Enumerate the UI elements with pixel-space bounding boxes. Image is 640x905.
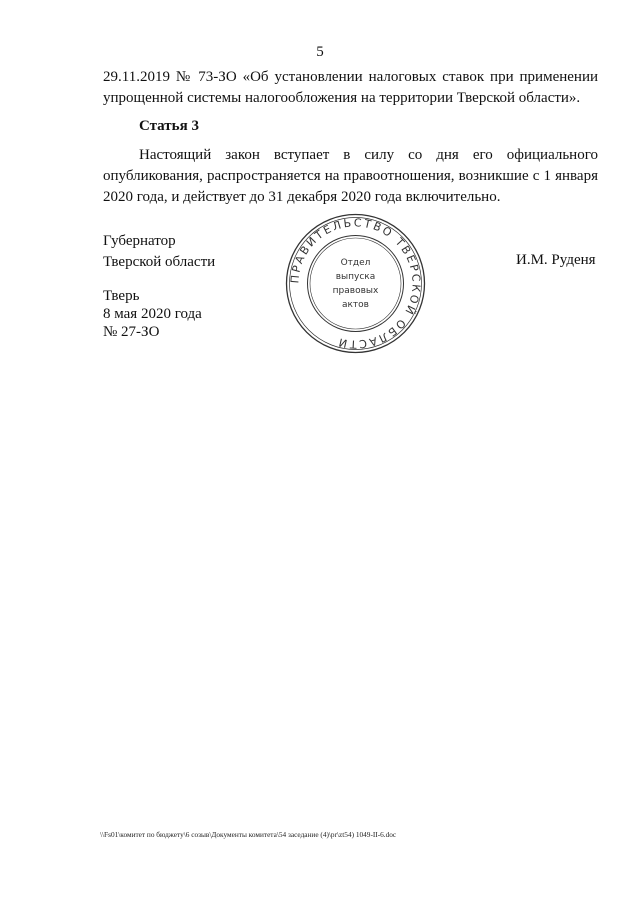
city: Тверь [103, 288, 140, 304]
signer-name: И.М. Руденя [516, 252, 596, 268]
intro-line-2: упрощенной системы налогообложения на территории Тверской области». [103, 90, 581, 106]
official-seal-graphic [283, 211, 428, 356]
footer-file-path: \\Fs01\комитет по бюджету\6 созыв\Документы комитета\54 заседание (4)\pr\zt54) 1049-II-6.doc [100, 830, 397, 839]
place-date-block [103, 287, 202, 341]
seal-center-line-2: выпуска [335, 272, 376, 282]
page-number: 5 [316, 44, 324, 60]
law-number: № 27-ЗО [103, 324, 160, 340]
article-paragraph [103, 145, 598, 208]
intro-line-1: 29.11.2019 № 73-ЗО «Об установлении налоговых ставок при применении [103, 69, 598, 85]
seal-center-line-1: Отдел [340, 258, 371, 268]
article-line-3: 2020 года, и действует до 31 декабря 2020 года включительно. [103, 189, 501, 205]
svg-text:ПРАВИТЕЛЬСТВО ТВЕРСКОЙ ОБЛАСТИ [288, 216, 422, 350]
governor-title [103, 231, 215, 273]
article-heading: Статья 3 [139, 118, 199, 134]
seal-center-line-4: актов [341, 300, 370, 310]
law-date: 8 мая 2020 года [103, 306, 202, 322]
seal-center-line-3: правовых [332, 286, 379, 296]
governor-title-line-1: Губернатор [103, 233, 176, 249]
seal-ring-text: ПРАВИТЕЛЬСТВО ТВЕРСКОЙ ОБЛАСТИ [288, 216, 423, 351]
official-seal [283, 211, 428, 356]
article-line-1: Настоящий закон вступает в силу со дня его официального [139, 147, 598, 163]
governor-title-line-2: Тверской области [103, 254, 216, 270]
article-line-2: опубликования, распространяется на правоотношения, возникшие с 1 января [103, 168, 598, 184]
intro-paragraph [103, 67, 598, 109]
